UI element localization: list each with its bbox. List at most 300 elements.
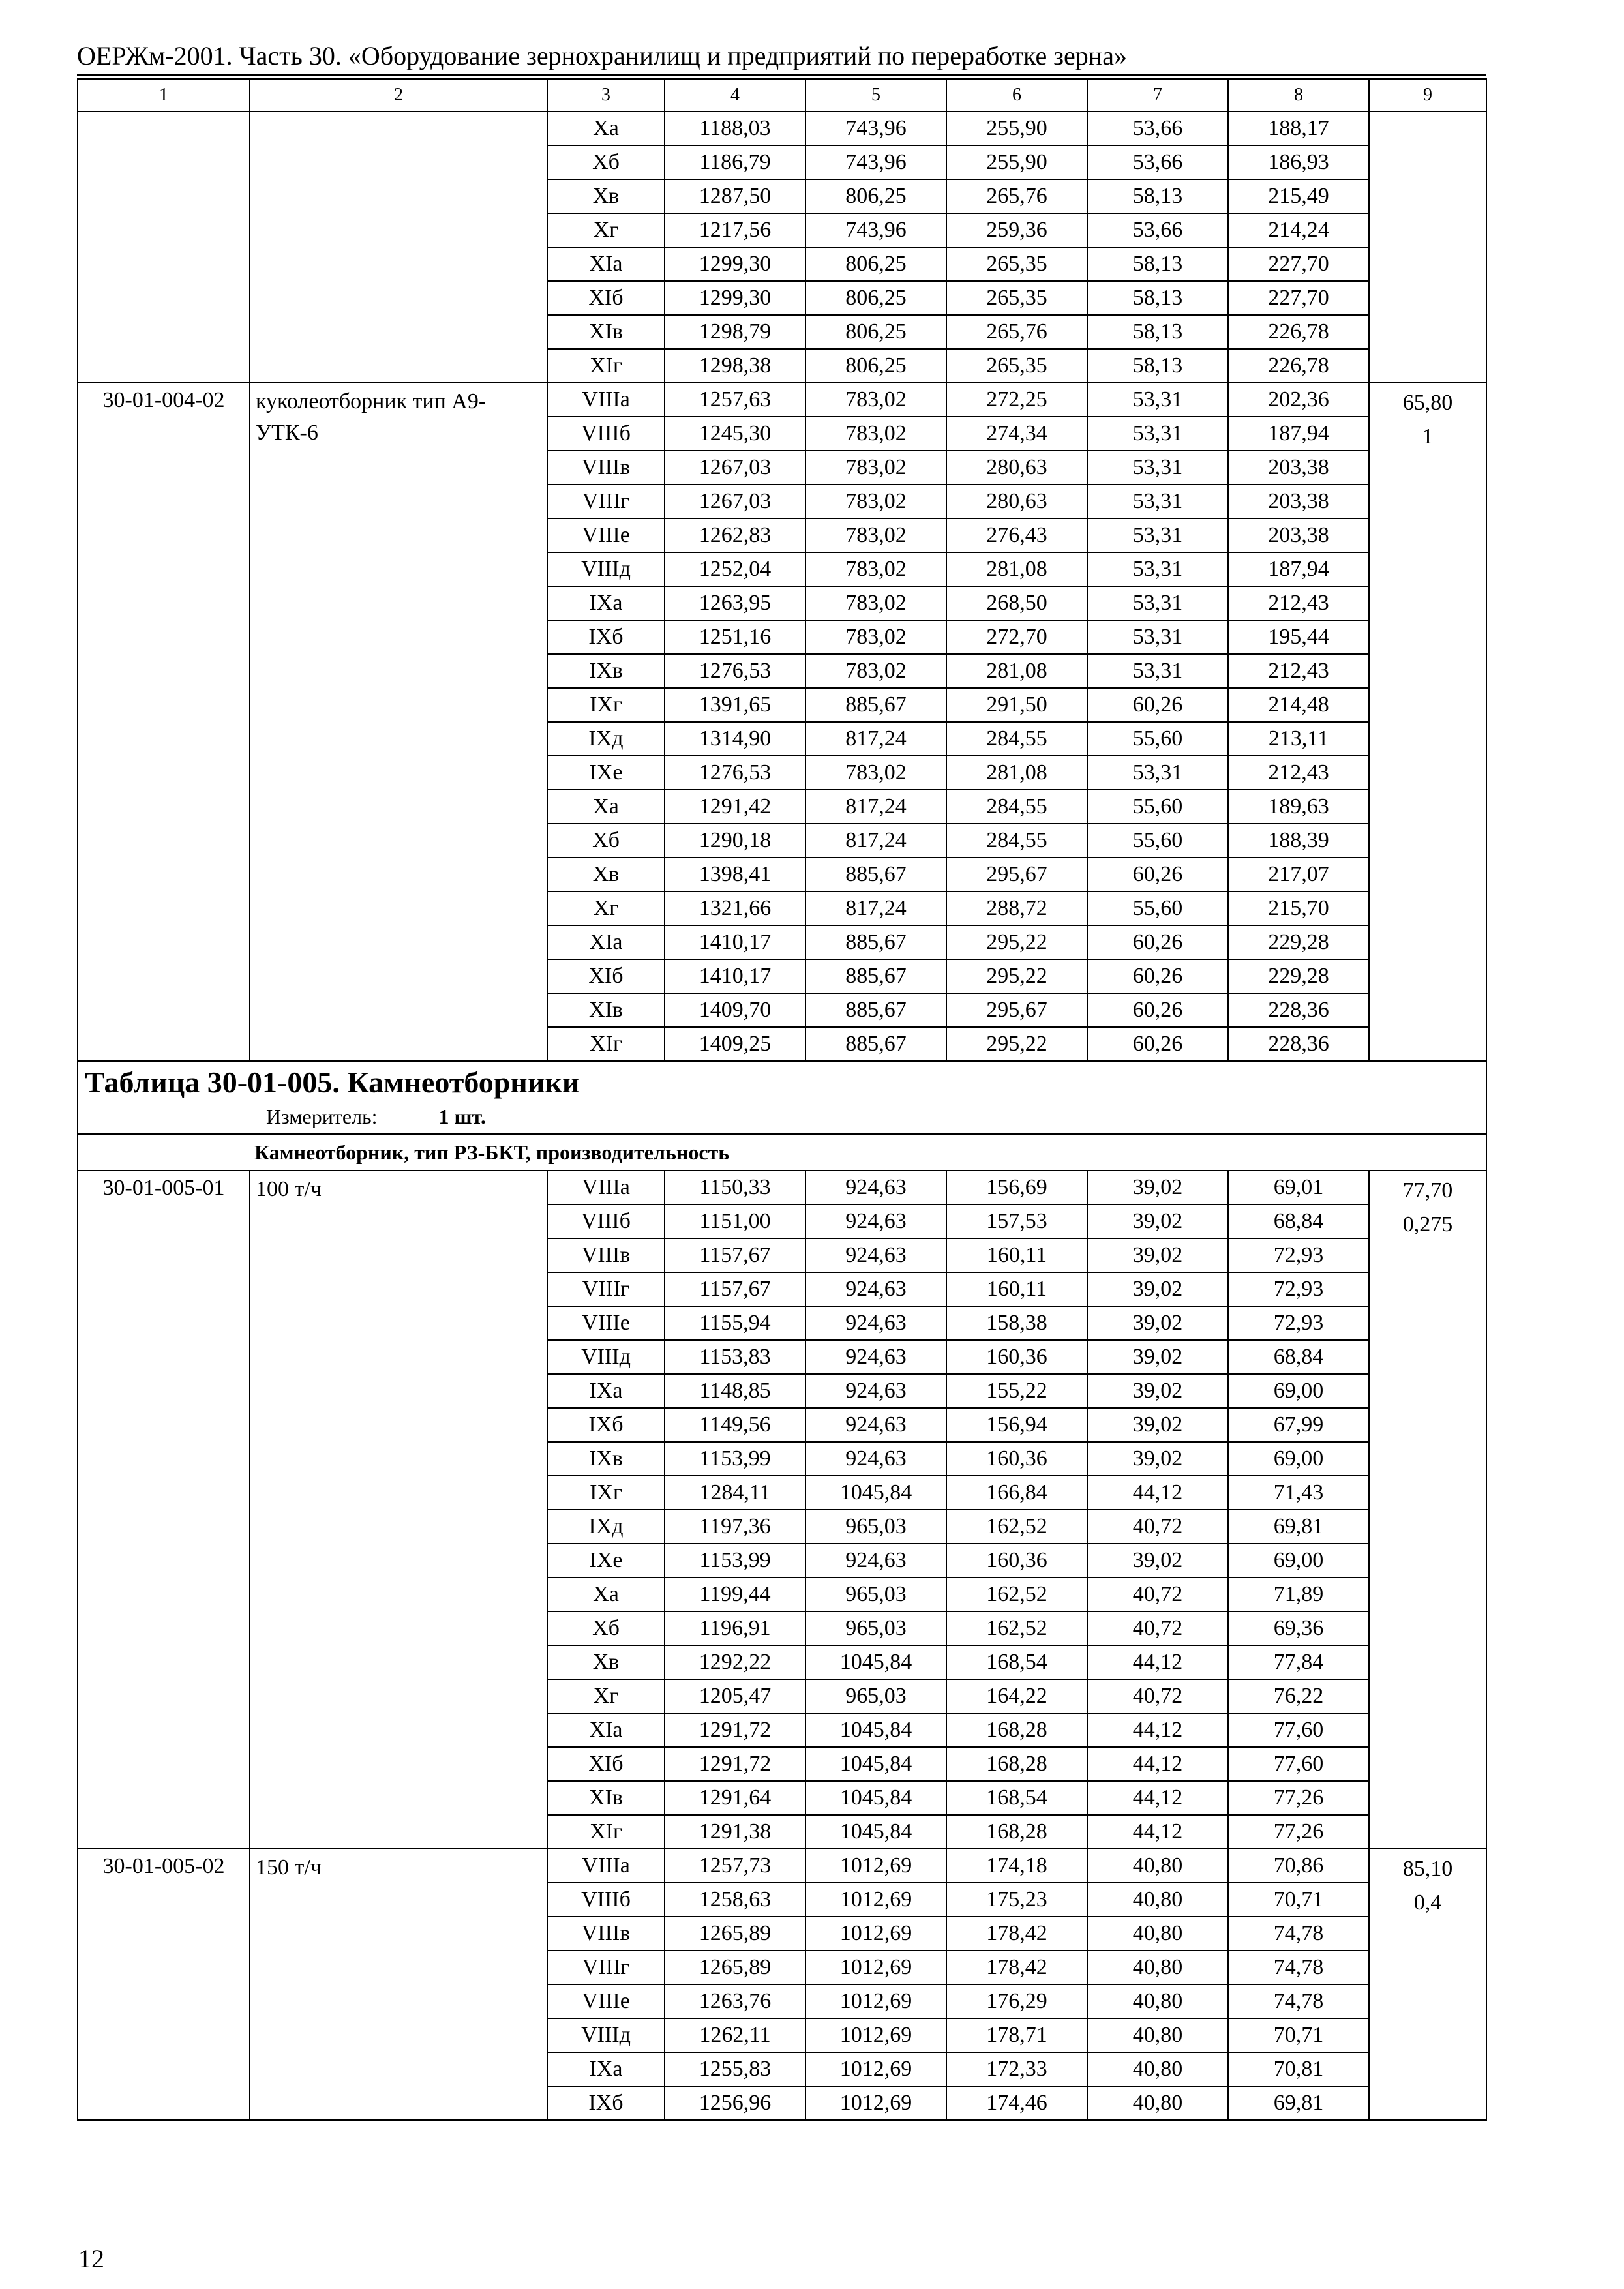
value-cell: 1290,18 — [665, 824, 805, 858]
value-cell: 1012,69 — [805, 2086, 946, 2120]
value-cell: 160,36 — [946, 1340, 1087, 1374]
value-cell: 783,02 — [805, 552, 946, 586]
region-zone-cell: Xб — [547, 145, 665, 179]
value-cell: 44,12 — [1087, 1815, 1228, 1849]
value-cell: 924,63 — [805, 1408, 946, 1442]
value-cell: 53,31 — [1087, 417, 1228, 451]
region-zone-cell: XIa — [547, 925, 665, 959]
value-cell: 806,25 — [805, 349, 946, 383]
value-cell: 60,26 — [1087, 1027, 1228, 1061]
value-cell: 885,67 — [805, 959, 946, 993]
value-cell: 276,43 — [946, 518, 1087, 552]
value-cell: 178,42 — [946, 1951, 1087, 1984]
region-zone-cell: VIIIв — [547, 451, 665, 485]
value-cell: 1150,33 — [665, 1171, 805, 1204]
region-zone-cell: VIIIе — [547, 1984, 665, 2018]
value-cell: 53,31 — [1087, 586, 1228, 620]
value-cell: 1199,44 — [665, 1578, 805, 1611]
measure-label: Измеритель: — [266, 1105, 378, 1128]
value-cell: 1291,64 — [665, 1781, 805, 1815]
value-cell: 272,25 — [946, 383, 1087, 417]
value-cell: 1265,89 — [665, 1917, 805, 1951]
value-cell: 924,63 — [805, 1374, 946, 1408]
weight-cell — [1369, 383, 1486, 1061]
value-cell: 69,36 — [1228, 1611, 1369, 1645]
value-cell: 40,72 — [1087, 1578, 1228, 1611]
value-cell: 162,52 — [946, 1611, 1087, 1645]
value-cell: 69,00 — [1228, 1374, 1369, 1408]
value-cell: 817,24 — [805, 891, 946, 925]
value-cell: 1252,04 — [665, 552, 805, 586]
value-cell: 1291,42 — [665, 790, 805, 824]
value-cell: 1262,83 — [665, 518, 805, 552]
region-zone-cell: IXе — [547, 756, 665, 790]
col-number: 9 — [1369, 79, 1486, 112]
value-cell: 1292,22 — [665, 1645, 805, 1679]
region-zone-cell: XIг — [547, 1815, 665, 1849]
value-cell: 74,78 — [1228, 1951, 1369, 1984]
value-cell: 295,67 — [946, 993, 1087, 1027]
value-cell: 1153,99 — [665, 1544, 805, 1578]
value-cell: 284,55 — [946, 722, 1087, 756]
value-cell: 44,12 — [1087, 1713, 1228, 1747]
value-cell: 39,02 — [1087, 1238, 1228, 1272]
value-cell: 1276,53 — [665, 654, 805, 688]
region-zone-cell: VIIIв — [547, 1238, 665, 1272]
value-cell: 1256,96 — [665, 2086, 805, 2120]
value-cell: 924,63 — [805, 1340, 946, 1374]
region-zone-cell: XIб — [547, 959, 665, 993]
value-cell: 965,03 — [805, 1679, 946, 1713]
value-cell: 227,70 — [1228, 247, 1369, 281]
region-zone-cell: XIв — [547, 315, 665, 349]
region-zone-cell: IXг — [547, 688, 665, 722]
region-zone-cell: VIIIг — [547, 1951, 665, 1984]
value-cell: 783,02 — [805, 485, 946, 518]
value-cell: 77,60 — [1228, 1747, 1369, 1781]
value-cell: 188,39 — [1228, 824, 1369, 858]
region-zone-cell: XIг — [547, 1027, 665, 1061]
value-cell: 178,71 — [946, 2018, 1087, 2052]
value-cell: 77,26 — [1228, 1815, 1369, 1849]
value-cell: 39,02 — [1087, 1442, 1228, 1476]
value-cell: 783,02 — [805, 383, 946, 417]
region-zone-cell: Xб — [547, 824, 665, 858]
value-cell: 255,90 — [946, 112, 1087, 145]
value-cell: 806,25 — [805, 315, 946, 349]
value-cell: 40,80 — [1087, 2018, 1228, 2052]
value-cell: 186,93 — [1228, 145, 1369, 179]
value-cell: 1398,41 — [665, 858, 805, 891]
value-cell: 60,26 — [1087, 993, 1228, 1027]
section-heading: Камнеотборник, тип РЗ-БКТ, производительность — [78, 1134, 1486, 1171]
value-cell: 168,54 — [946, 1645, 1087, 1679]
value-cell: 1045,84 — [805, 1645, 946, 1679]
value-cell: 53,31 — [1087, 654, 1228, 688]
region-zone-cell: VIIIе — [547, 518, 665, 552]
value-cell: 1205,47 — [665, 1679, 805, 1713]
value-cell: 274,34 — [946, 417, 1087, 451]
region-zone-cell: IXг — [547, 1476, 665, 1510]
value-cell: 212,43 — [1228, 654, 1369, 688]
value-cell: 187,94 — [1228, 552, 1369, 586]
value-cell: 58,13 — [1087, 179, 1228, 213]
value-cell: 39,02 — [1087, 1204, 1228, 1238]
value-cell: 69,00 — [1228, 1544, 1369, 1578]
value-cell: 174,46 — [946, 2086, 1087, 2120]
value-cell: 1257,73 — [665, 1849, 805, 1883]
value-cell: 39,02 — [1087, 1171, 1228, 1204]
region-zone-cell: Xa — [547, 790, 665, 824]
value-cell: 885,67 — [805, 925, 946, 959]
value-cell: 743,96 — [805, 213, 946, 247]
value-cell: 53,31 — [1087, 552, 1228, 586]
region-zone-cell: VIIIб — [547, 1204, 665, 1238]
value-cell: 288,72 — [946, 891, 1087, 925]
value-cell: 1012,69 — [805, 1883, 946, 1917]
rates-table — [77, 78, 1487, 2121]
value-cell: 70,86 — [1228, 1849, 1369, 1883]
value-cell: 1314,90 — [665, 722, 805, 756]
region-zone-cell: VIIIд — [547, 552, 665, 586]
region-zone-cell: VIIIa — [547, 1171, 665, 1204]
value-cell: 1291,38 — [665, 1815, 805, 1849]
value-cell: 162,52 — [946, 1578, 1087, 1611]
value-cell: 281,08 — [946, 552, 1087, 586]
value-cell: 783,02 — [805, 586, 946, 620]
rate-code: 30-01-005-01 — [78, 1171, 250, 1849]
value-cell: 168,54 — [946, 1781, 1087, 1815]
value-cell: 265,76 — [946, 315, 1087, 349]
value-cell: 71,89 — [1228, 1578, 1369, 1611]
value-cell: 1298,38 — [665, 349, 805, 383]
value-cell: 1291,72 — [665, 1713, 805, 1747]
value-cell: 39,02 — [1087, 1408, 1228, 1442]
value-cell: 1265,89 — [665, 1951, 805, 1984]
equipment-name: 100 т/ч — [250, 1171, 547, 1849]
col-number: 8 — [1228, 79, 1369, 112]
value-cell: 255,90 — [946, 145, 1087, 179]
value-cell: 71,43 — [1228, 1476, 1369, 1510]
value-cell: 55,60 — [1087, 790, 1228, 824]
value-cell: 1012,69 — [805, 2018, 946, 2052]
region-zone-cell: IXб — [547, 620, 665, 654]
value-cell: 295,22 — [946, 959, 1087, 993]
value-cell: 162,52 — [946, 1510, 1087, 1544]
value-cell: 924,63 — [805, 1238, 946, 1272]
region-zone-cell: Xг — [547, 213, 665, 247]
table-title-row — [78, 1061, 1486, 1134]
equipment-name: куколеотборник тип А9-УТК-6 — [250, 383, 547, 1061]
value-cell: 265,76 — [946, 179, 1087, 213]
rate-code — [78, 112, 250, 383]
value-cell: 77,60 — [1228, 1713, 1369, 1747]
section-row — [78, 1134, 1486, 1171]
equipment-name: 150 т/ч — [250, 1849, 547, 2120]
value-cell: 72,93 — [1228, 1238, 1369, 1272]
table-row — [78, 112, 1486, 145]
value-cell: 164,22 — [946, 1679, 1087, 1713]
value-cell: 284,55 — [946, 824, 1087, 858]
value-cell: 39,02 — [1087, 1340, 1228, 1374]
value-cell: 885,67 — [805, 688, 946, 722]
value-cell: 1153,99 — [665, 1442, 805, 1476]
value-cell: 44,12 — [1087, 1476, 1228, 1510]
value-cell: 70,81 — [1228, 2052, 1369, 2086]
region-zone-cell: IXе — [547, 1544, 665, 1578]
value-cell: 1155,94 — [665, 1306, 805, 1340]
value-cell: 1045,84 — [805, 1713, 946, 1747]
value-cell: 60,26 — [1087, 959, 1228, 993]
value-cell: 69,81 — [1228, 2086, 1369, 2120]
value-cell: 176,29 — [946, 1984, 1087, 2018]
value-cell: 924,63 — [805, 1442, 946, 1476]
value-cell: 272,70 — [946, 620, 1087, 654]
value-cell: 53,31 — [1087, 518, 1228, 552]
col-number: 3 — [547, 79, 665, 112]
value-cell: 1149,56 — [665, 1408, 805, 1442]
value-cell: 1197,36 — [665, 1510, 805, 1544]
region-zone-cell: IXa — [547, 2052, 665, 2086]
value-cell: 40,72 — [1087, 1679, 1228, 1713]
value-cell: 53,66 — [1087, 213, 1228, 247]
value-cell: 160,36 — [946, 1442, 1087, 1476]
value-cell: 284,55 — [946, 790, 1087, 824]
value-cell: 1299,30 — [665, 247, 805, 281]
value-cell: 265,35 — [946, 247, 1087, 281]
value-cell: 1263,76 — [665, 1984, 805, 2018]
region-zone-cell: VIIIд — [547, 2018, 665, 2052]
equipment-mass: 0,275 — [1402, 1212, 1453, 1236]
value-cell: 69,01 — [1228, 1171, 1369, 1204]
value-cell: 155,22 — [946, 1374, 1087, 1408]
page-number: 12 — [78, 2244, 104, 2273]
value-cell: 885,67 — [805, 858, 946, 891]
value-cell: 156,94 — [946, 1408, 1087, 1442]
region-zone-cell: VIIIa — [547, 383, 665, 417]
equipment-mass: 1 — [1422, 425, 1434, 449]
value-cell: 39,02 — [1087, 1306, 1228, 1340]
value-cell: 783,02 — [805, 620, 946, 654]
value-cell: 175,23 — [946, 1883, 1087, 1917]
table-title: Таблица 30-01-005. Камнеотборники — [85, 1066, 580, 1099]
rate-code: 30-01-004-02 — [78, 383, 250, 1061]
region-zone-cell: Xв — [547, 1645, 665, 1679]
value-cell: 1321,66 — [665, 891, 805, 925]
value-cell: 1148,85 — [665, 1374, 805, 1408]
value-cell: 295,67 — [946, 858, 1087, 891]
value-cell: 1391,65 — [665, 688, 805, 722]
value-cell: 1263,95 — [665, 586, 805, 620]
value-cell: 68,84 — [1228, 1204, 1369, 1238]
value-cell: 53,31 — [1087, 485, 1228, 518]
value-cell: 213,11 — [1228, 722, 1369, 756]
value-cell: 40,80 — [1087, 1917, 1228, 1951]
value-cell: 68,84 — [1228, 1340, 1369, 1374]
value-cell: 227,70 — [1228, 281, 1369, 315]
value-cell: 72,93 — [1228, 1306, 1369, 1340]
value-cell: 1217,56 — [665, 213, 805, 247]
value-cell: 783,02 — [805, 654, 946, 688]
col-number: 1 — [78, 79, 250, 112]
value-cell: 783,02 — [805, 518, 946, 552]
region-zone-cell: XIв — [547, 993, 665, 1027]
value-cell: 215,49 — [1228, 179, 1369, 213]
value-cell: 281,08 — [946, 756, 1087, 790]
region-zone-cell: IXб — [547, 1408, 665, 1442]
value-cell: 67,99 — [1228, 1408, 1369, 1442]
value-cell: 40,72 — [1087, 1510, 1228, 1544]
value-cell: 168,28 — [946, 1747, 1087, 1781]
region-zone-cell: Xб — [547, 1611, 665, 1645]
value-cell: 783,02 — [805, 417, 946, 451]
region-zone-cell: VIIIг — [547, 1272, 665, 1306]
region-zone-cell: IXa — [547, 586, 665, 620]
value-cell: 1188,03 — [665, 112, 805, 145]
value-cell: 1262,11 — [665, 2018, 805, 2052]
value-cell: 1257,63 — [665, 383, 805, 417]
value-cell: 214,48 — [1228, 688, 1369, 722]
value-cell: 72,93 — [1228, 1272, 1369, 1306]
value-cell: 229,28 — [1228, 925, 1369, 959]
value-cell: 195,44 — [1228, 620, 1369, 654]
value-cell: 39,02 — [1087, 1272, 1228, 1306]
region-zone-cell: Xa — [547, 1578, 665, 1611]
value-cell: 58,13 — [1087, 349, 1228, 383]
value-cell: 965,03 — [805, 1578, 946, 1611]
value-cell: 268,50 — [946, 586, 1087, 620]
value-cell: 817,24 — [805, 722, 946, 756]
value-cell: 1153,83 — [665, 1340, 805, 1374]
value-cell: 156,69 — [946, 1171, 1087, 1204]
value-cell: 817,24 — [805, 824, 946, 858]
value-cell: 76,22 — [1228, 1679, 1369, 1713]
value-cell: 1267,03 — [665, 451, 805, 485]
value-cell: 1258,63 — [665, 1883, 805, 1917]
value-cell: 743,96 — [805, 145, 946, 179]
value-cell: 226,78 — [1228, 315, 1369, 349]
value-cell: 280,63 — [946, 451, 1087, 485]
value-cell: 924,63 — [805, 1204, 946, 1238]
value-cell: 60,26 — [1087, 688, 1228, 722]
value-cell: 40,72 — [1087, 1611, 1228, 1645]
equipment-cost: 65,80 — [1402, 391, 1453, 415]
value-cell: 60,26 — [1087, 858, 1228, 891]
value-cell: 55,60 — [1087, 824, 1228, 858]
value-cell: 40,80 — [1087, 2052, 1228, 2086]
value-cell: 58,13 — [1087, 315, 1228, 349]
value-cell: 202,36 — [1228, 383, 1369, 417]
value-cell: 53,31 — [1087, 383, 1228, 417]
region-zone-cell: Xв — [547, 858, 665, 891]
region-zone-cell: IXд — [547, 1510, 665, 1544]
value-cell: 53,31 — [1087, 756, 1228, 790]
table-row — [78, 1849, 1486, 1883]
column-number-row — [78, 79, 1486, 112]
value-cell: 965,03 — [805, 1510, 946, 1544]
region-zone-cell: VIIIд — [547, 1340, 665, 1374]
weight-cell — [1369, 1849, 1486, 2120]
value-cell: 1409,70 — [665, 993, 805, 1027]
value-cell: 58,13 — [1087, 247, 1228, 281]
value-cell: 1045,84 — [805, 1747, 946, 1781]
value-cell: 1251,16 — [665, 620, 805, 654]
region-zone-cell: XIб — [547, 281, 665, 315]
value-cell: 53,66 — [1087, 112, 1228, 145]
value-cell: 1012,69 — [805, 1917, 946, 1951]
value-cell: 203,38 — [1228, 451, 1369, 485]
value-cell: 74,78 — [1228, 1984, 1369, 2018]
value-cell: 157,53 — [946, 1204, 1087, 1238]
value-cell: 1012,69 — [805, 2052, 946, 2086]
value-cell: 40,80 — [1087, 1951, 1228, 1984]
value-cell: 203,38 — [1228, 485, 1369, 518]
value-cell: 783,02 — [805, 451, 946, 485]
value-cell: 58,13 — [1087, 281, 1228, 315]
value-cell: 295,22 — [946, 1027, 1087, 1061]
value-cell: 60,26 — [1087, 925, 1228, 959]
col-number: 5 — [805, 79, 946, 112]
value-cell: 924,63 — [805, 1306, 946, 1340]
value-cell: 158,38 — [946, 1306, 1087, 1340]
value-cell: 70,71 — [1228, 1883, 1369, 1917]
value-cell: 1255,83 — [665, 2052, 805, 2086]
value-cell: 924,63 — [805, 1544, 946, 1578]
col-number: 2 — [250, 79, 547, 112]
value-cell: 217,07 — [1228, 858, 1369, 891]
region-zone-cell: Xв — [547, 179, 665, 213]
value-cell: 44,12 — [1087, 1781, 1228, 1815]
value-cell: 55,60 — [1087, 891, 1228, 925]
col-number: 7 — [1087, 79, 1228, 112]
value-cell: 924,63 — [805, 1272, 946, 1306]
value-cell: 1045,84 — [805, 1815, 946, 1849]
value-cell: 281,08 — [946, 654, 1087, 688]
region-zone-cell: IXб — [547, 2086, 665, 2120]
value-cell: 160,36 — [946, 1544, 1087, 1578]
value-cell: 44,12 — [1087, 1645, 1228, 1679]
value-cell: 1410,17 — [665, 925, 805, 959]
value-cell: 40,80 — [1087, 1849, 1228, 1883]
value-cell: 168,28 — [946, 1815, 1087, 1849]
value-cell: 166,84 — [946, 1476, 1087, 1510]
region-zone-cell: VIIIб — [547, 417, 665, 451]
value-cell: 70,71 — [1228, 2018, 1369, 2052]
value-cell: 1267,03 — [665, 485, 805, 518]
value-cell: 1012,69 — [805, 1849, 946, 1883]
value-cell: 214,24 — [1228, 213, 1369, 247]
value-cell: 77,26 — [1228, 1781, 1369, 1815]
value-cell: 1186,79 — [665, 145, 805, 179]
table-row — [78, 383, 1486, 417]
value-cell: 965,03 — [805, 1611, 946, 1645]
region-zone-cell: XIa — [547, 1713, 665, 1747]
rate-code: 30-01-005-02 — [78, 1849, 250, 2120]
region-zone-cell: Xг — [547, 1679, 665, 1713]
measure-line — [85, 1103, 1479, 1133]
value-cell: 924,63 — [805, 1171, 946, 1204]
value-cell: 291,50 — [946, 688, 1087, 722]
equipment-name — [250, 112, 547, 383]
value-cell: 203,38 — [1228, 518, 1369, 552]
value-cell: 1157,67 — [665, 1238, 805, 1272]
region-zone-cell: IXв — [547, 654, 665, 688]
value-cell: 1157,67 — [665, 1272, 805, 1306]
region-zone-cell: VIIIб — [547, 1883, 665, 1917]
value-cell: 280,63 — [946, 485, 1087, 518]
value-cell: 40,80 — [1087, 1883, 1228, 1917]
value-cell: 55,60 — [1087, 722, 1228, 756]
